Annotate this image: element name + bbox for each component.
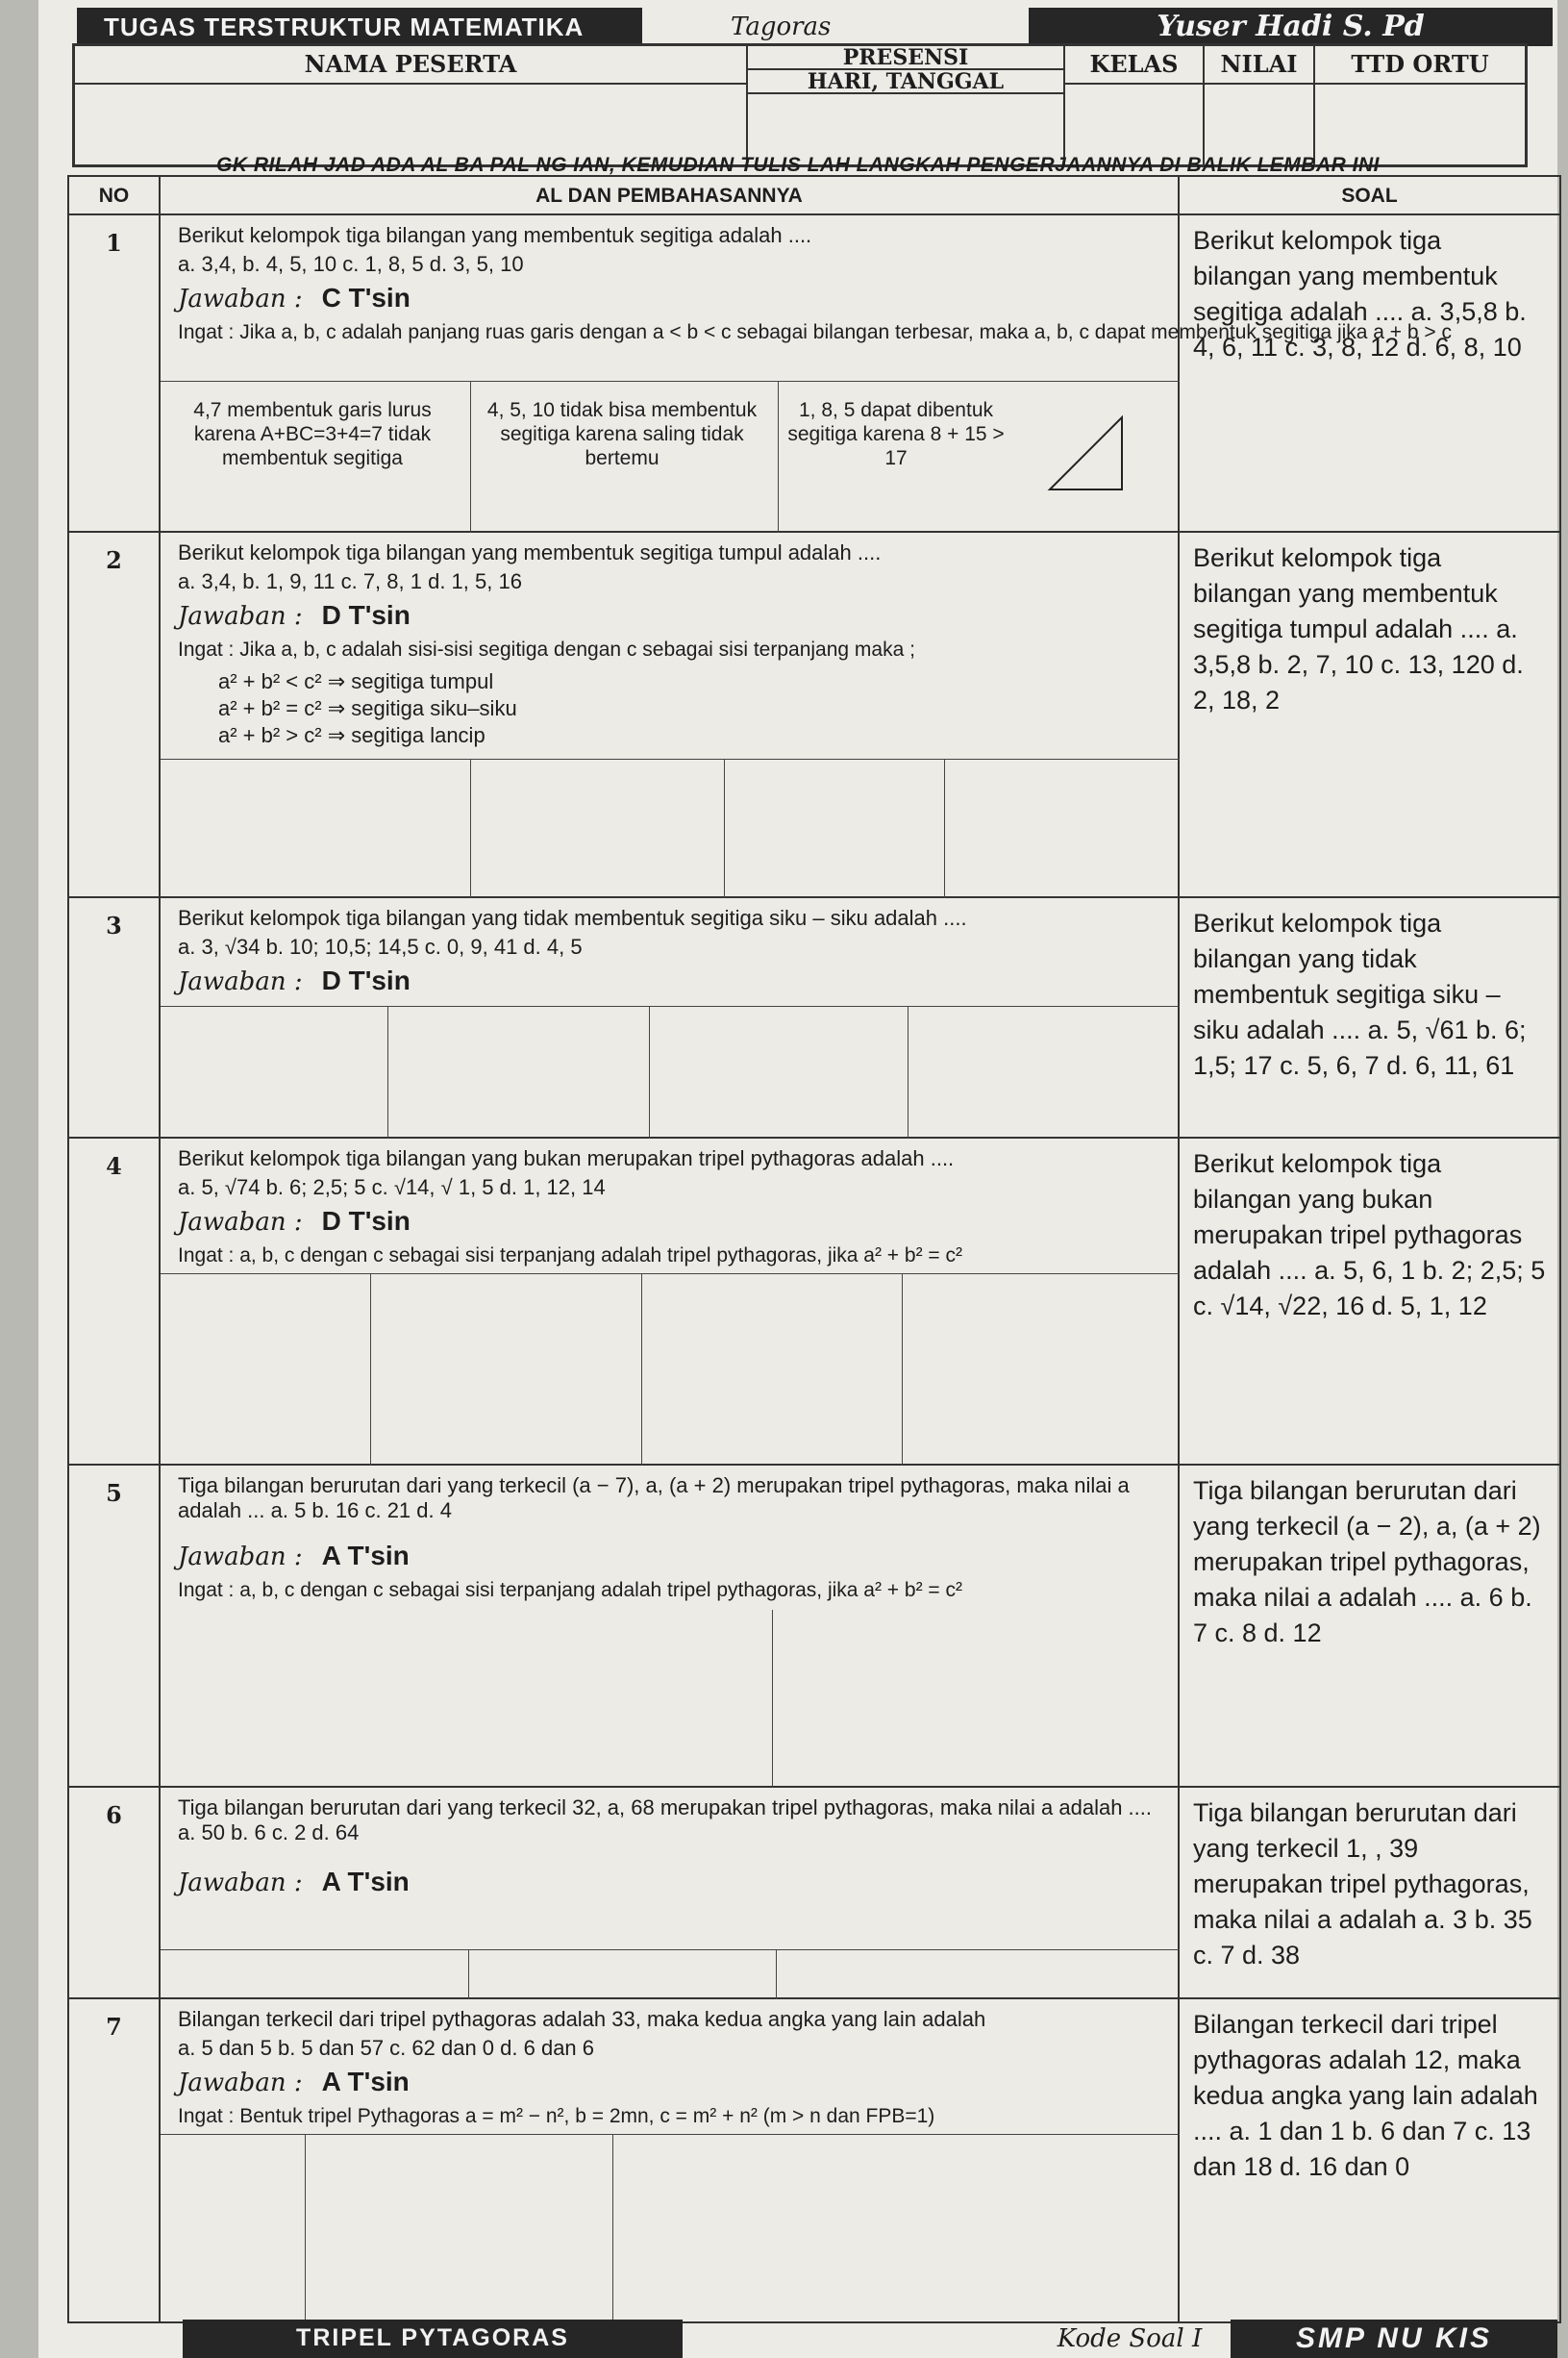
footer-code: Kode Soal I (1057, 2324, 1203, 2353)
footer-school: SMP NU KIS (1231, 2320, 1557, 2358)
answer-label: Jawaban : D T'sin (178, 600, 411, 631)
name-header: NAMA PESERTA (74, 45, 747, 84)
triangle-diagram (1026, 408, 1141, 494)
question-row-2 (69, 533, 1559, 898)
question-number: 2 (69, 533, 161, 896)
date-header: HARI, TANGGAL (747, 69, 1064, 93)
col-soal-header: SOAL (1180, 177, 1559, 215)
question-text: Berikut kelompok tiga bilangan yang membentuk segitiga tumpul adalah .... (178, 540, 882, 564)
teacher-name: Yuser Hadi S. Pd (1029, 8, 1553, 46)
worked-solution (161, 1466, 1180, 1786)
exercise-question: Berikut kelompok tiga bilangan yang bukan merupakan tripel pythagoras adalah .... a. 5, 6, 1 b. 2; 2,5; 5 c. √14, √22, 16 d. 5, 1, 12 (1193, 1149, 1546, 1320)
rule-item: a² + b² = c² ⇒ segitiga siku–siku (218, 696, 517, 720)
answer-label: Jawaban : A T'sin (178, 2067, 410, 2097)
question-text: Berikut kelompok tiga bilangan yang membentuk segitiga adalah .... (178, 223, 812, 247)
rule-text: Ingat : Bentuk tripel Pythagoras a = m² − n², b = 2mn, c = m² + n² (m > n dan FPB=1) (178, 2105, 935, 2127)
exercise-question: Berikut kelompok tiga bilangan yang tidak membentuk segitiga siku – siku adalah .... a. 5, √61 b. 6; 1,5; 17 c. 5, 6, 7 d. 6, 11, 61 (1193, 909, 1527, 1080)
question-table (67, 175, 1561, 2323)
question-row-3 (69, 898, 1559, 1139)
footer-title: TRIPEL PYTAGORAS (183, 2320, 683, 2358)
top-banner (38, 8, 1557, 46)
worked-solution (161, 898, 1180, 1137)
question-text: Tiga bilangan berurutan dari yang terkecil 32, a, 68 merupakan tripel pythagoras, maka nilai a adalah .... a. 50 b. 6 c. 2 d. 64 (178, 1795, 1153, 1844)
rule-item: a² + b² < c² ⇒ segitiga tumpul (218, 669, 494, 693)
calc-block: 1, 8, 5 dapat dibentuk segitiga karena 8 + 15 > 17 (787, 399, 1005, 469)
exercise-question: Tiga bilangan berurutan dari yang terkecil (a − 2), a, (a + 2) merupakan tripel pythagoras, maka nilai a adalah .... a. 6 b. 7 c. 8 d. 12 (1193, 1476, 1541, 1647)
question-text: Berikut kelompok tiga bilangan yang bukan merupakan tripel pythagoras adalah .... (178, 1146, 955, 1170)
question-text: Bilangan terkecil dari tripel pythagoras adalah 33, maka kedua angka yang lain adalah (178, 2007, 986, 2031)
answer-options: a. 3, √34 b. 10; 10,5; 14,5 c. 0, 9, 41 d. 4, 5 (178, 935, 583, 959)
score-header: NILAI (1204, 45, 1314, 84)
worksheet-title: TUGAS TERSTRUKTUR MATEMATIKA (77, 8, 642, 46)
answer-options: a. 5 dan 5 b. 5 dan 57 c. 62 dan 0 d. 6 dan 6 (178, 2036, 595, 2060)
identity-table (72, 43, 1528, 167)
answer-label: Jawaban : D T'sin (178, 1206, 411, 1237)
question-row-7 (69, 1999, 1559, 2321)
question-number: 6 (69, 1788, 161, 1997)
col-work-header: AL DAN PEMBAHASANNYA (161, 177, 1180, 215)
signature: Tagoras (731, 13, 832, 41)
question-row-4 (69, 1139, 1559, 1466)
rule-item: a² + b² > c² ⇒ segitiga lancip (218, 723, 485, 747)
exercise-question: Bilangan terkecil dari tripel pythagoras adalah 12, maka kedua angka yang lain adalah .... a. 1 dan 1 b. 6 dan 7 c. 13 dan 18 d. 16 dan 0 (1193, 2010, 1538, 2181)
col-no-header: NO (69, 177, 161, 215)
question-number: 5 (69, 1466, 161, 1786)
answer-label: Jawaban : A T'sin (178, 1541, 410, 1571)
calc-block: 4,7 membentuk garis lurus karena A+BC=3+4=7 tidak membentuk segitiga (193, 399, 432, 469)
question-row-5 (69, 1466, 1559, 1788)
rule-text: Ingat : a, b, c dengan c sebagai sisi terpanjang adalah tripel pythagoras, jika a² + b² = c² (178, 1244, 962, 1267)
answer-label: Jawaban : D T'sin (178, 966, 411, 996)
exercise-question: Berikut kelompok tiga bilangan yang membentuk segitiga adalah .... a. 3,5,8 b. 4, 6, 11 c. 3, 8, 12 d. 6, 8, 10 (1193, 226, 1527, 362)
exercise-question: Berikut kelompok tiga bilangan yang membentuk segitiga tumpul adalah .... a. 3,5,8 b. 2, 7, 10 c. 13, 120 d. 2, 18, 2 (1193, 543, 1524, 715)
worked-solution (161, 1999, 1180, 2321)
question-number: 7 (69, 1999, 161, 2321)
answer-options: a. 3,4, b. 4, 5, 10 c. 1, 8, 5 d. 3, 5, 10 (178, 252, 524, 276)
question-number: 1 (69, 215, 161, 531)
calc-block: 4, 5, 10 tidak bisa membentuk segitiga karena saling tidak bertemu (486, 399, 758, 469)
question-row-6 (69, 1788, 1559, 1999)
question-number: 4 (69, 1139, 161, 1464)
instruction-text: GK RILAH JAD ADA AL BA PAL NG IAN, KEMUDIAN TULIS LAH LANGKAH PENGERJAANNYA DI BALIK LEMBAR INI (216, 154, 1380, 176)
answer-options: a. 3,4, b. 1, 9, 11 c. 7, 8, 1 d. 1, 5, 16 (178, 569, 522, 593)
question-text: Berikut kelompok tiga bilangan yang tidak membentuk segitiga siku – siku adalah .... (178, 906, 967, 930)
rule-text: Ingat : Jika a, b, c adalah panjang ruas garis dengan a < b < c sebagai bilangan terbesar, maka a, b, c dapat membentuk segitiga jika a + b > c (178, 321, 1453, 343)
worked-solution (161, 1788, 1180, 1997)
presensi-header: PRESENSI (747, 45, 1064, 69)
class-header: KELAS (1064, 45, 1204, 84)
question-text: Tiga bilangan berurutan dari yang terkecil (a − 7), a, (a + 2) merupakan tripel pythagoras, maka nilai a adalah ... a. 5 b. 16 c. 21 d. 4 (178, 1473, 1130, 1522)
worked-solution (161, 1139, 1180, 1464)
footer-banner (38, 2320, 1557, 2358)
question-row-1 (69, 215, 1559, 533)
rule-text: Ingat : Jika a, b, c adalah sisi-sisi segitiga dengan c sebagai sisi terpanjang maka ; (178, 639, 915, 661)
answer-options: a. 5, √74 b. 6; 2,5; 5 c. √14, √ 1, 5 d. 1, 12, 14 (178, 1175, 606, 1199)
exercise-question: Tiga bilangan berurutan dari yang terkecil 1, , 39 merupakan tripel pythagoras, maka nilai a adalah a. 3 b. 35 c. 7 d. 38 (1193, 1798, 1532, 1969)
answer-label: Jawaban : C T'sin (178, 283, 411, 314)
answer-label: Jawaban : A T'sin (178, 1867, 410, 1897)
parent-sign-header: TTD ORTU (1314, 45, 1526, 84)
rule-text: Ingat : a, b, c dengan c sebagai sisi terpanjang adalah tripel pythagoras, jika a² + b² = c² (178, 1579, 962, 1601)
worked-solution (161, 533, 1180, 896)
worksheet-page (38, 0, 1557, 2358)
question-number: 3 (69, 898, 161, 1137)
